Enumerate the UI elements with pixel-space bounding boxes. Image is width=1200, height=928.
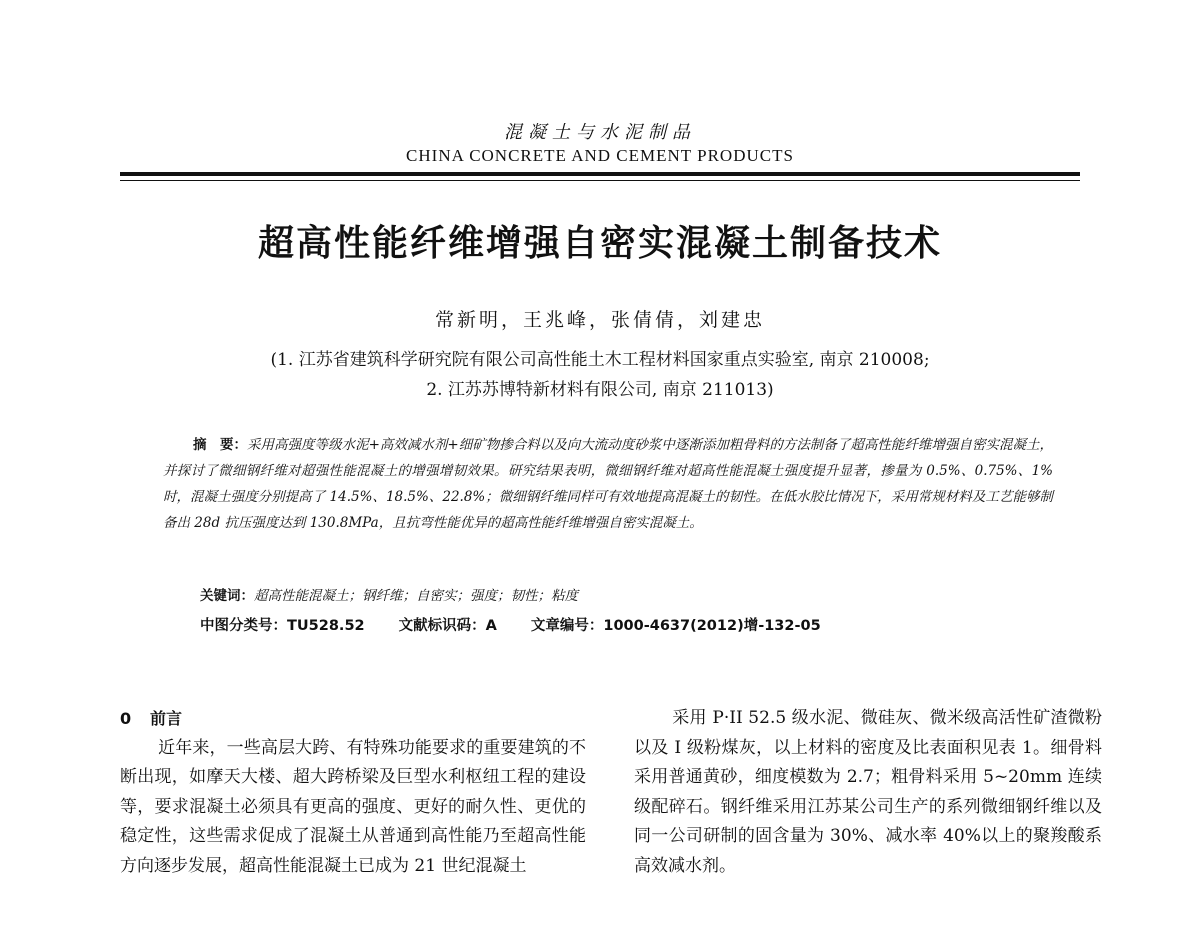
affiliation-1: (1. 江苏省建筑科学研究院有限公司高性能土木工程材料国家重点实验室, 南京 210008; [270, 350, 930, 370]
abstract [163, 432, 1053, 536]
materials-paragraph-text: 采用 P·II 52.5 级水泥、微硅灰、微米级高活性矿渣微粉以及 I 级粉煤灰，以上材料的密度及比表面积见表 1。细骨料采用普通黄砂，细度模数为 2.7；粗骨料采用 5~20mm 连续级配碎石。钢纤维采用江苏某公司生产的系列微细钢纤维以及同一公司研制的固含量为 30%、减水率 40%以上的聚羧酸系高效减水剂。 [634, 708, 1102, 876]
affiliation-2: 2. 江苏苏博特新材料有限公司, 南京 211013) [426, 380, 774, 400]
keywords-text: 超高性能混凝土；钢纤维；自密实；强度；韧性；粘度 [254, 588, 578, 604]
journal-name-en: CHINA CONCRETE AND CEMENT PRODUCTS [406, 146, 794, 165]
section-heading [120, 704, 586, 734]
header-rule-thick [120, 172, 1080, 176]
article-number: 文章编号：1000-4637(2012)增-132-05 [530, 618, 821, 634]
paper-title: 超高性能纤维增强自密实混凝土制备技术 [257, 223, 942, 264]
keywords-label: 关键词： [200, 588, 254, 604]
abstract-label: 摘 要： [193, 437, 248, 453]
right-column [634, 704, 1102, 881]
section-title: 前言 [150, 709, 183, 728]
keywords [200, 584, 1060, 604]
abstract-text: 采用高强度等级水泥+高效减水剂+细矿物掺合料以及向大流动度砂浆中逐渐添加粗骨料的方法制备了超高性能纤维增强自密实混凝土，并探讨了微细钢纤维对超强性能混凝土的增强增韧效果。研究结果表明，微细钢纤维对超高性能混凝土强度提升显著，掺量为 0.5%、0.75%、1%时，混凝土强度分别提高了 14.5%、18.5%、22.8%；微细钢纤维同样可有效地提高混凝土的韧性。在低水胶比情况下，采用常规材料及工艺能够制备出 28d 抗压强度达到 130.8MPa，且抗弯性能优异的超高性能纤维增强自密实混凝土。 [163, 437, 1053, 531]
intro-paragraph [120, 734, 586, 882]
intro-paragraph-text: 近年来，一些高层大跨、有特殊功能要求的重要建筑的不断出现，如摩天大楼、超大跨桥梁及巨型水利枢纽工程的建设等，要求混凝土必须具有更高的强度、更好的耐久性、更优的稳定性，这些需求促成了混凝土从普通到高性能乃至超高性能方向逐步发展，超高性能混凝土已成为 21 世纪混凝土 [120, 737, 586, 876]
classification-line [200, 614, 1060, 635]
author-list: 常新明，王兆峰，张倩倩，刘建忠 [434, 309, 765, 331]
clc-number: 中图分类号：TU528.52 [200, 618, 365, 634]
section-number: 0 [120, 709, 132, 728]
left-column [120, 704, 586, 881]
journal-name-cn: 混凝土与水泥制品 [504, 122, 696, 143]
materials-paragraph [634, 704, 1102, 881]
document-code: 文献标识码：A [398, 618, 497, 634]
header-rule-thin [120, 180, 1080, 181]
